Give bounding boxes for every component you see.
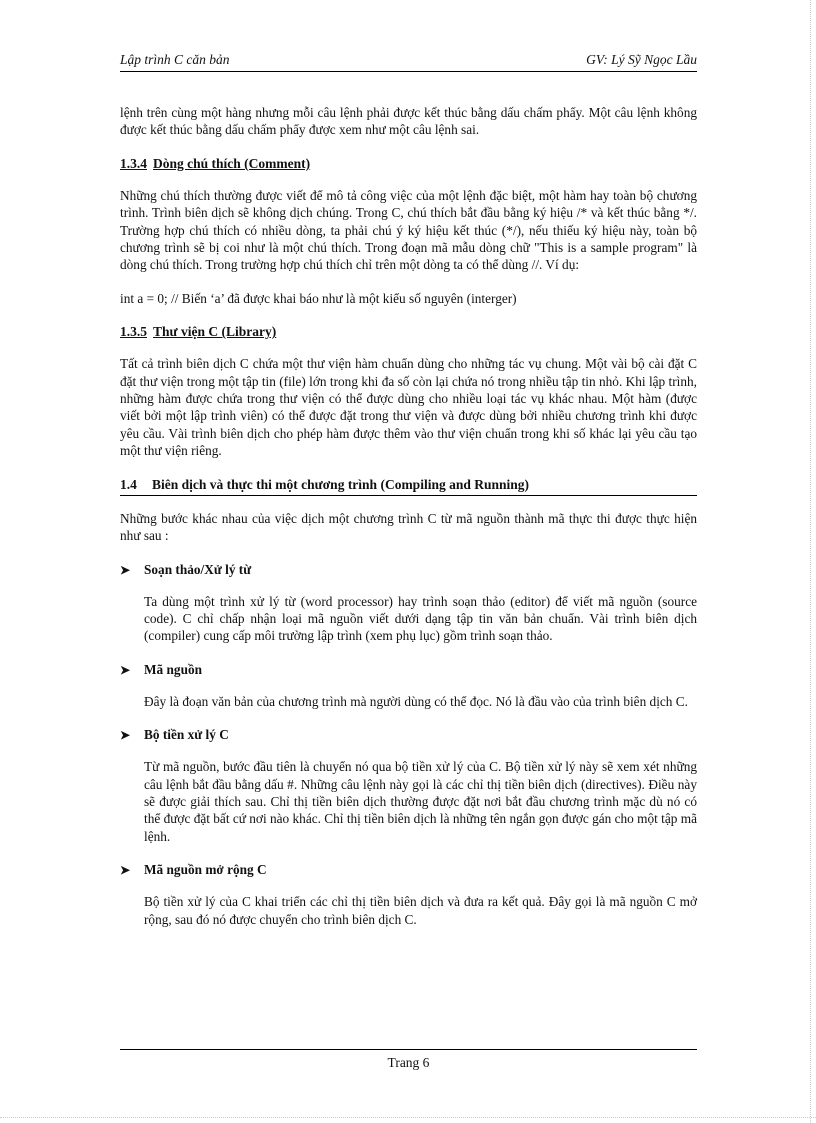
step-title: Mã nguồn — [144, 661, 203, 677]
step-heading — [120, 561, 697, 579]
comment-example: int a = 0; // Biến ‘a’ đã được khai báo như là một kiểu số nguyên (interger) — [120, 290, 517, 306]
page-content — [120, 104, 697, 928]
section-title: Dòng chú thích (Comment) — [153, 155, 311, 171]
arrow-bullet-icon: ➤ — [120, 562, 131, 577]
arrow-bullet-icon: ➤ — [120, 662, 131, 677]
page-edge-bottom — [0, 1117, 816, 1118]
step-heading — [120, 861, 697, 879]
section-number: 1.3.5 — [120, 324, 147, 340]
step-text: Đây là đoạn văn bản của chương trình mà người dùng có thể đọc. Nó là đầu vào của trình biên dịch C. — [144, 693, 688, 709]
page-header — [120, 52, 697, 72]
section-1-3-4-heading — [120, 155, 697, 173]
section-title: Biên dịch và thực thi một chương trình (Compiling and Running) — [152, 476, 529, 492]
page-number: Trang 6 — [387, 1055, 430, 1070]
page-edge-right — [810, 0, 811, 1123]
header-course-title: Lập trình C căn bản — [120, 52, 230, 67]
arrow-bullet-icon: ➤ — [120, 728, 131, 743]
section-number: 1.4 — [120, 476, 137, 492]
step-title: Soạn thảo/Xử lý từ — [144, 561, 252, 577]
step-text: Bộ tiền xử lý của C khai triển các chỉ thị tiền biên dịch và đưa ra kết quả. Đây gọi là mã nguồn C mở rộng, sau đó nó được chuyển cho trình biên dịch C. — [144, 894, 697, 927]
step-heading — [120, 726, 697, 744]
intro-paragraph: lệnh trên cùng một hàng nhưng mỗi câu lệnh phải được kết thúc bằng dấu chấm phẩy. Một câu lệnh không được kết thúc bằng dấu chấm phẩy được xem như một câu lệnh sai. — [120, 105, 697, 138]
step-title: Bộ tiền xử lý C — [144, 727, 229, 743]
library-paragraph: Tất cả trình biên dịch C chứa một thư viện hàm chuẩn dùng cho những tác vụ chung. Một vài bộ cài đặt C đặt thư viện trong một tập tin (file) lớn trong khi đa số còn lại chứa nó trong nhiều tập tin nhỏ. Khi lập trình, những hàm được chứa trong thư viện có thể được dùng cho nhiều loại tác vụ khác nhau. Một hàm (được viết bởi một lập trình viên) có thể được đặt trong thư viện và được dùng bởi nhiều chương trình khi được yêu cầu. Vài trình biên dịch cho phép hàm được thêm vào thư viện chuẩn trong khi số khác lại yêu cầu tạo một thư viện riêng. — [120, 356, 697, 459]
step-heading — [120, 661, 697, 679]
arrow-bullet-icon: ➤ — [120, 863, 131, 878]
section-1-3-5-heading — [120, 323, 697, 341]
step-title: Mã nguồn mở rộng C — [144, 862, 267, 878]
footer-divider — [120, 1049, 697, 1050]
section-number: 1.3.4 — [120, 155, 147, 171]
header-instructor: GV: Lý Sỹ Ngọc Lầu — [586, 52, 697, 67]
comment-paragraph: Những chú thích thường được viết để mô tả công việc của một lệnh đặc biệt, một hàm hay toàn bộ chương trình. Trình biên dịch sẽ không dịch chúng. Trong C, chú thích bắt đầu bằng ký hiệu /* và kết thúc bằng */. Trường hợp chú thích có nhiều dòng, ta phải chú ý ký hiệu kết thúc (*/), nếu thiếu ký hiệu này, toàn bộ chương trình sẽ bị coi như là một chú thích. Trong đoạn mã mẫu dòng chữ "This is a sample program" là dòng chú thích. Trong trường hợp chú thích chỉ trên một dòng ta có thể dùng //. Ví dụ: — [120, 187, 697, 273]
section-1-4-heading — [120, 476, 697, 496]
compiling-intro-paragraph: Những bước khác nhau của việc dịch một chương trình C từ mã nguồn thành mã thực thi được thực hiện như sau : — [120, 510, 697, 544]
step-text: Từ mã nguồn, bước đầu tiên là chuyển nó qua bộ tiền xử lý của C. Bộ tiền xử lý này sẽ xem xét những câu lệnh bắt đầu bằng dấu #. Những câu lệnh này gọi là các chỉ thị tiền biên dịch (directives). Điều này sẽ được giải thích sau. Chỉ thị tiền biên dịch thường được đặt nơi bắt đầu chương trình mặc dù nó có thể được đặt bất cứ nơi nào khác. Chỉ thị tiền biên dịch là những tên ngắn gọn được gán cho một tập mã lệnh. — [144, 759, 697, 844]
section-title: Thư viện C (Library) — [153, 324, 277, 340]
step-text: Ta dùng một trình xử lý từ (word processor) hay trình soạn thảo (editor) để viết mã nguồn (source code). C chỉ chấp nhận loại mã nguồn viết dưới dạng tập tin văn bản chuẩn. Vài trình biên dịch (compiler) cung cấp môi trường lập trình (xem phụ lục) gồm trình soạn thảo. — [144, 593, 697, 644]
